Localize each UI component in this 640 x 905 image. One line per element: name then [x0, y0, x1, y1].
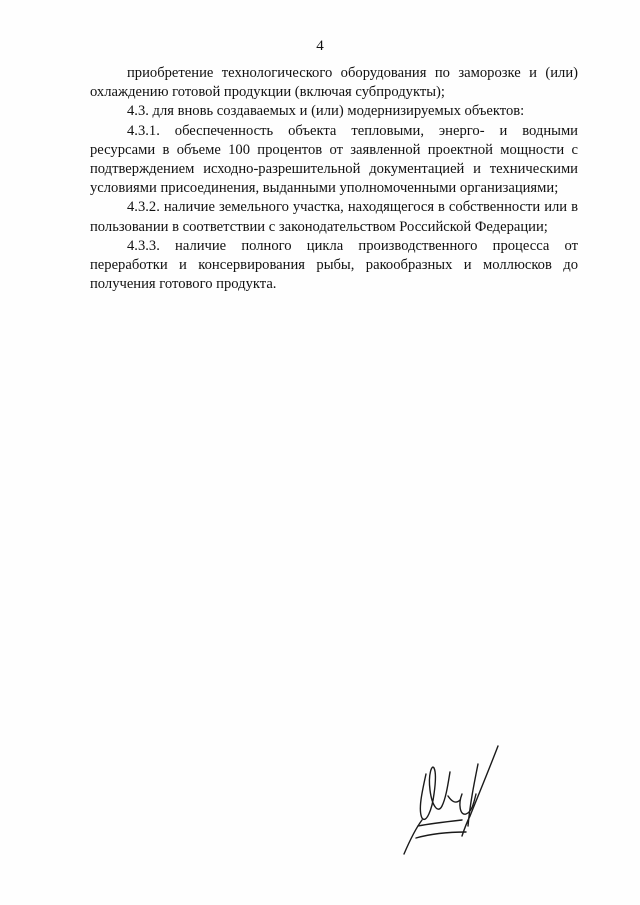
paragraph-4-3: 4.3. для вновь создаваемых и (или) модернизируемых объектов: [127, 103, 525, 120]
page-number: 4 [316, 38, 324, 54]
paragraph-equipment: приобретение технологического оборудования по заморозке и (или) охлаждению готовой продукции (включая субпродукты); [90, 65, 578, 101]
handwritten-signature [396, 744, 506, 856]
paragraph-4-3-2: 4.3.2. наличие земельного участка, находящегося в собственности или в пользовании в соответствии с законодательством Российской Федерации; [90, 199, 578, 235]
paragraph-4-3-3: 4.3.3. наличие полного цикла производственного процесса от переработки и консервирования рыбы, ракообразных и моллюсков до получения готового продукта. [90, 237, 578, 293]
document-body [90, 64, 578, 294]
paragraph-4-3-1: 4.3.1. обеспеченность объекта тепловыми, энерго- и водными ресурсами в объеме 100 процентов от заявленной проектной мощности с подтверждением исходно-разрешительной документацией и техническими условиями присоединения, выданными уполномоченными организациями; [90, 122, 578, 197]
